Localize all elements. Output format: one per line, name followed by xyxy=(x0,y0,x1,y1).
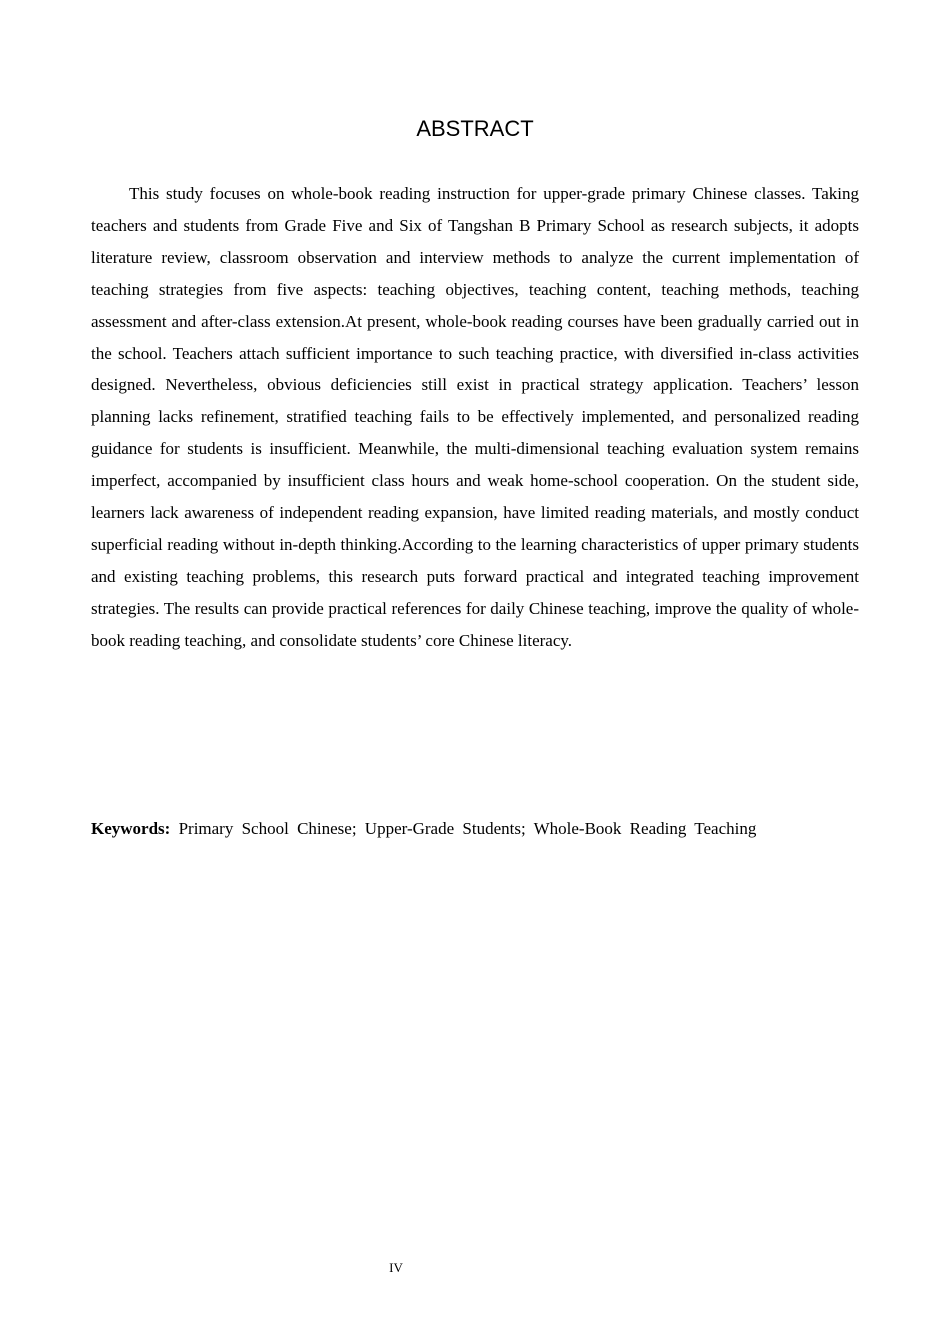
abstract-paragraph: This study focuses on whole-book reading instruction for upper-grade primary Chinese classes. Taking teachers and students from Grade Five and Six of Tangshan B Primary School as research subjects, it adopts literature review, classroom observation and interview methods to analyze the current implementation of teaching strategies from five aspects: teaching objectives, teaching content, teaching methods, teaching assessment and after-class extension.At present, whole-book reading courses have been gradually carried out in the school. Teachers attach sufficient importance to such teaching practice, with diversified in-class activities designed. Nevertheless, obvious deficiencies still exist in practical strategy application. Teachers’ lesson planning lacks refinement, stratified teaching fails to be effectively implemented, and personalized reading guidance for students is insufficient. Meanwhile, the multi-dimensional teaching evaluation system remains imperfect, accompanied by insufficient class hours and weak home-school cooperation. On the student side, learners lack awareness of independent reading expansion, have limited reading materials, and mostly conduct superficial reading without in-depth thinking.According to the learning characteristics of upper primary students and existing teaching problems, this research puts forward practical and integrated teaching improvement strategies. The results can provide practical references for daily Chinese teaching, improve the quality of whole-book reading teaching, and consolidate students’ core Chinese literacy. xyxy=(91,184,859,650)
abstract-title: ABSTRACT xyxy=(416,116,534,141)
page-number: IV xyxy=(389,1260,403,1275)
keywords-label: Keywords: xyxy=(91,819,171,838)
keywords-line xyxy=(91,813,871,845)
keywords-list: Primary School Chinese; Upper-Grade Students; Whole-Book Reading Teaching xyxy=(178,819,757,838)
